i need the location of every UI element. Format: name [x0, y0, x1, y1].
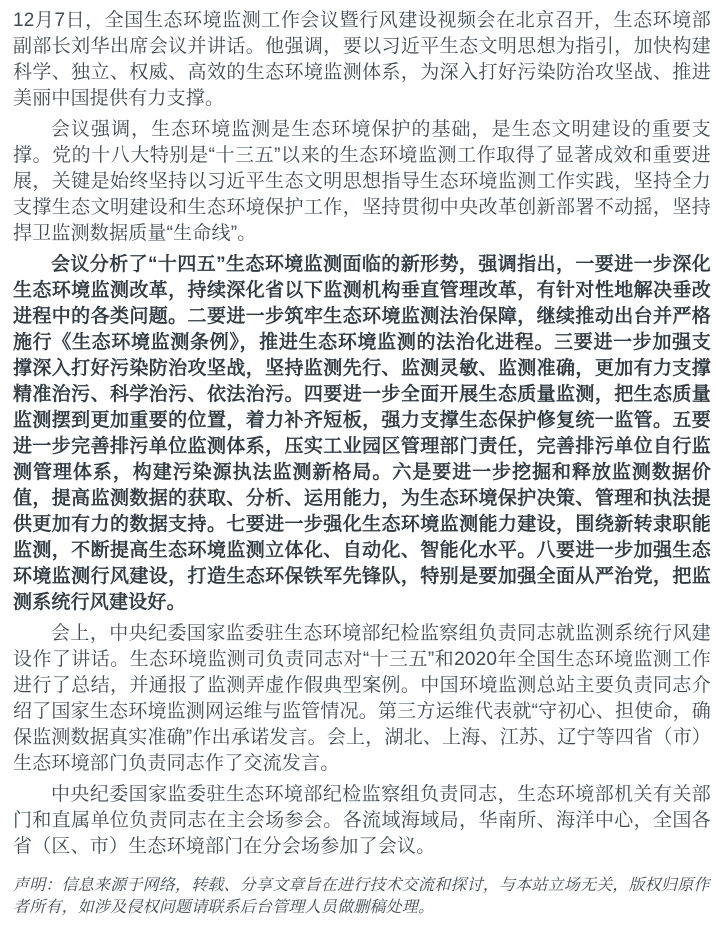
article-paragraph-attendees: 中央纪委国家监委驻生态环境部纪检监察组负责同志，生态环境部机关有关部门和直属单位负责同志在主会场参会。各流域海域局，华南所、海洋中心，全国各省（区、市）生态环境部门在分会场参加了会议。 [13, 784, 711, 857]
article-paragraph-speeches: 会上，中央纪委国家监委驻生态环境部纪检监察组负责同志就监测系统行风建设作了讲话。生态环境监测司负责同志对“十三五”和2020年全国生态环境监测工作进行了总结，并通报了监测弄虚作假典型案例。中国环境监测总站主要负责同志介绍了国家生态环境监测网运维与监管情况。第三方运维代表就“守初心、担使命，确保监测数据真实准确”作出承诺发言。会上，湖北、上海、江苏、辽宁等四省（市）生态环境部门负责同志作了交流发言。 [13, 623, 711, 774]
article-disclaimer: 声明：信息来源于网络，转载、分享文章旨在进行技术交流和探讨，与本站立场无关，版权归原作者所有，如涉及侵权问题请联系后台管理人员做删稿处理。 [13, 877, 710, 916]
article-paragraph-analysis-bold: 会议分析了“十四五”生态环境监测面临的新形势，强调指出，一要进一步深化生态环境监测改革，持续深化省以下监测机构垂直管理改革，有针对性地解决垂改进程中的各类问题。二要进一步筑牢生态环境监测法治保障，继续推动出台并严格施行《生态环境监测条例》，推进生态环境监测的法治化进程。三要进一步加强支撑深入打好污染防治攻坚战，坚持监测先行、监测灵敏、监测准确，更加有力支撑精准治污、科学治污、依法治污。四要进一步全面开展生态质量监测，把生态质量监测摆到更加重要的位置，着力补齐短板，强力支撑生态保护修复统一监管。五要进一步完善排污单位监测体系，压实工业园区管理部门责任，完善排污单位自行监测管理体系，构建污染源执法监测新格局。六是要进一步挖掘和释放监测数据价值，提高监测数据的获取、分析、运用能力，为生态环境保护决策、管理和执法提供更加有力的数据支持。七要进一步强化生态环境监测能力建设，围绕新转隶职能监测，不断提高生态环境监测立体化、自动化、智能化水平。八要进一步加强生态环境监测行风建设，打造生态环保铁军先锋队，特别是要加强全面从严治党，把监测系统行风建设好。 [13, 254, 711, 613]
article-paragraph-emphasis: 会议强调，生态环境监测是生态环境保护的基础，是生态文明建设的重要支撑。党的十八大特别是“十三五”以来的生态环境监测工作取得了显著成效和重要进展，关键是始终坚持以习近平生态文明思想指导生态环境监测工作实践，坚持全力支撑生态文明建设和生态环境保护工作，坚持贯彻中央改革创新部署不动摇，坚持捍卫监测数据质量“生命线”。 [13, 119, 711, 244]
article-paragraph-intro: 12月7日，全国生态环境监测工作会议暨行风建设视频会在北京召开，生态环境部副部长刘华出席会议并讲话。他强调，要以习近平生态文明思想为指引，加快构建科学、独立、权威、高效的生态环境监测体系，为深入打好污染防治攻坚战、推进美丽中国提供有力支撑。 [13, 10, 711, 109]
